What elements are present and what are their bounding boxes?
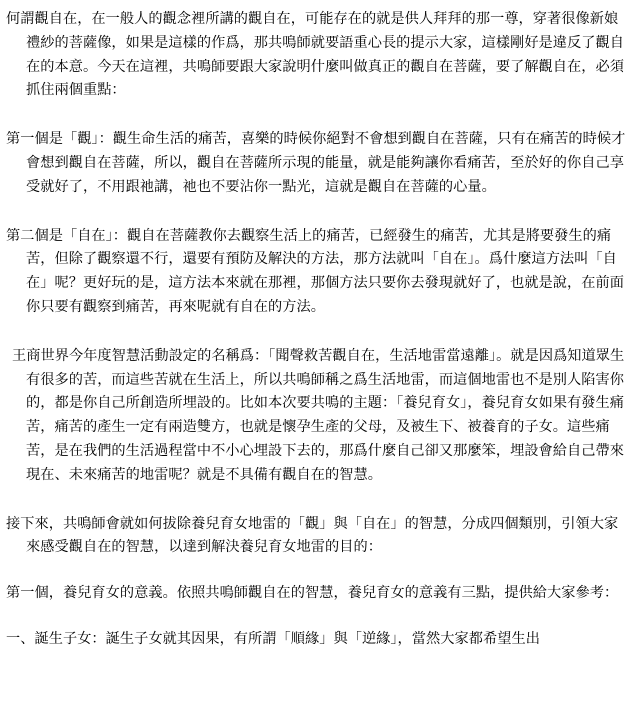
paragraph-zizai: 第二個是「自在」：觀自在菩薩教你去觀察生活上的痛苦，已經發生的痛苦，尤其是將要發生的痛苦，但除了觀察還不行，還要有預防及解決的方法，那方法就叫「自在」。爲什麼這方法叫「自在」呢？更好玩的是，這方法本來就在那裡，那個方法只要你去發現就好了，也就是說，在前面你只要有觀察到痛苦，再來呢就有自在的方法。 bbox=[6, 227, 624, 315]
paragraph-meaning: 第一個，養兒育女的意義。依照共鳴師觀自在的智慧，養兒育女的意義有三點，提供給大家參考： bbox=[6, 585, 619, 602]
paragraph-guan: 第一個是「觀」：觀生命生活的痛苦，喜樂的時候你絕對不會想到觀自在菩薩，只有在痛苦的時候才會想到觀自在菩薩，所以，觀自在菩薩所示現的能量，就是能夠讓你看痛苦，至於好的你自己享受就好了，不用跟祂講，祂也不要沾你一點光，這就是觀自在菩薩的心量。 bbox=[6, 131, 626, 195]
paragraph-item-one: 一、誕生子女：誕生子女就其因果，有所謂「順緣」與「逆緣」，當然大家都希望生出 bbox=[6, 630, 540, 647]
paragraph-intro: 何謂觀自在，在一般人的觀念裡所講的觀自在，可能存在的就是供人拜拜的那一尊，穿著很像新娘禮紗的菩薩像，如果是這樣的作爲，那共鳴師就要語重心長的提示大家，這樣剛好是違反了觀自在的本意。今天在這裡，共鳴師要跟大家說明什麼叫做真正的觀自在菩薩，要了解觀自在，必須抓住兩個重點： bbox=[6, 11, 624, 99]
paragraph-activity: 王商世界今年度智慧活動設定的名稱爲：「聞聲救苦觀自在，生活地雷當遠離」。就是因爲知道眾生有很多的苦，而這些苦就在生活上，所以共鳴師稱之爲生活地雷，而這個地雷也不是別人陷害你的，都是你自己所創造所埋設的。比如本次要共鳴的主題：「養兒育女」，養兒育女如果有發生痛苦，痛苦的產生一定有兩造雙方，也就是懷孕生產的父母，及被生下、被養育的子女。這些痛苦，是在我們的生活過程當中不小心埋設下去的，那爲什麼自己卻又那麼笨，埋設會給自己帶來現在、未來痛苦的地雷呢？就是不具備有觀自在的智慧。 bbox=[12, 347, 625, 483]
document-body bbox=[6, 8, 628, 677]
paragraph-next: 接下來，共鳴師會就如何拔除養兒育女地雷的「觀」與「自在」的智慧，分成四個類別，引領大家來感受觀自在的智慧，以達到解決養兒育女地雷的目的： bbox=[6, 515, 619, 556]
